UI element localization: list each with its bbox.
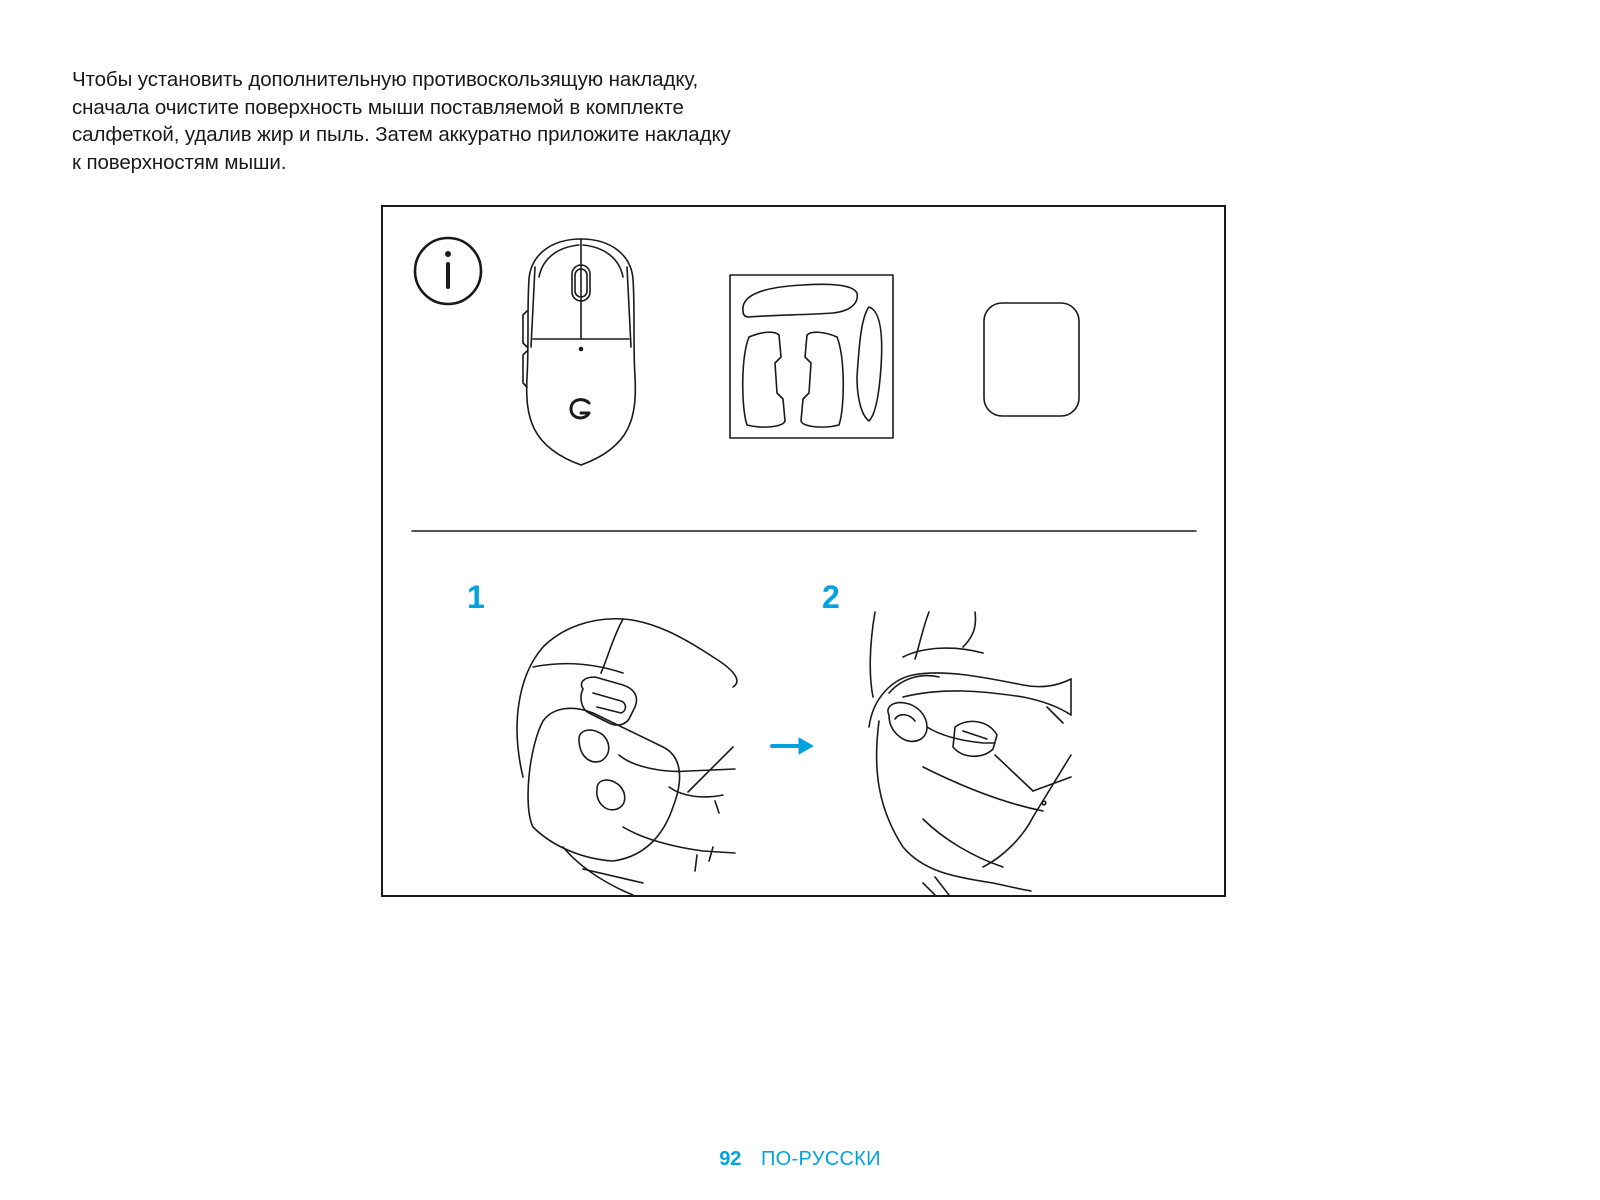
mouse-icon <box>523 239 635 465</box>
arrow-right-icon <box>772 738 813 754</box>
grip-tape-sheet-icon <box>730 275 893 438</box>
info-icon <box>415 238 481 304</box>
intro-line: салфеткой, удалив жир и пыль. Затем аккуратно приложите накладку <box>72 123 731 146</box>
language-label: ПО-РУССКИ <box>761 1148 881 1170</box>
intro-text <box>72 66 812 176</box>
step-2-illustration <box>869 612 1071 895</box>
page-number: 92 <box>719 1148 742 1170</box>
page-footer <box>0 1148 1600 1171</box>
intro-line: Чтобы установить дополнительную противоскользящую накладку, <box>72 68 699 91</box>
intro-line: сначала очистите поверхность мыши поставляемой в комплекте <box>72 95 684 119</box>
cleaning-wipe-icon <box>984 303 1079 416</box>
intro-line: к поверхностям мыши. <box>72 150 287 174</box>
instruction-figure <box>381 205 1226 897</box>
step-1-illustration <box>517 619 737 895</box>
step-number: 2 <box>822 579 840 615</box>
step-number: 1 <box>467 579 485 615</box>
